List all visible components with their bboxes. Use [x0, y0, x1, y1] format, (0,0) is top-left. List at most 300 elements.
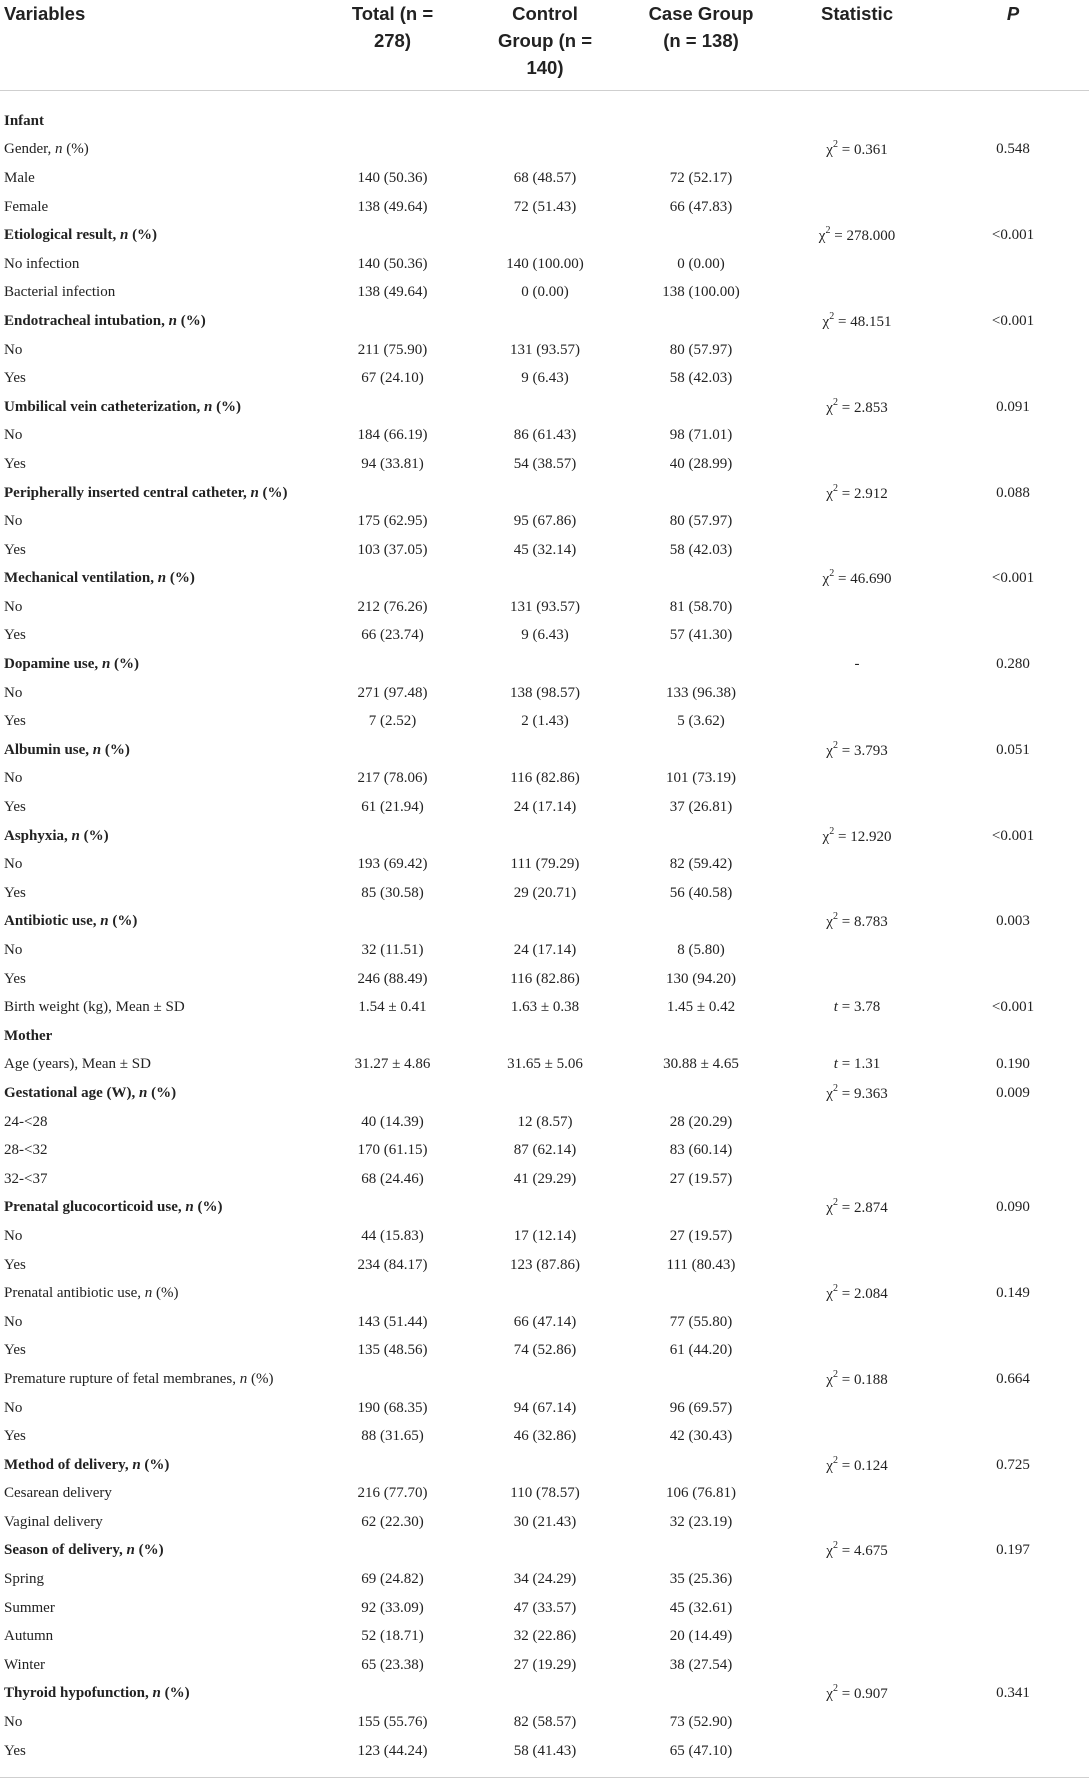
value-total: 88 (31.65) — [361, 1428, 424, 1445]
row-label: Method of delivery, — [4, 1456, 133, 1473]
value-total: 85 (30.58) — [361, 884, 424, 901]
table-row — [0, 707, 1089, 736]
table-row — [0, 679, 1089, 708]
value-case: 133 (96.38) — [666, 684, 736, 701]
row-label-cell — [0, 393, 320, 422]
cell-p — [937, 193, 1089, 222]
row-label: Winter — [4, 1656, 46, 1673]
n-symbol: n — [239, 1370, 248, 1387]
chi-square-symbol: $\chi^2$ = — [826, 1540, 854, 1560]
cell-total — [320, 679, 465, 708]
table-row — [0, 965, 1089, 994]
table-row — [0, 479, 1089, 508]
cell-statistic — [777, 765, 937, 794]
row-label-cell — [0, 1422, 320, 1451]
value-control: 66 (47.14) — [513, 1313, 577, 1330]
cell-control — [465, 164, 625, 193]
row-label-cell — [0, 1622, 320, 1651]
value-control: 138 (98.57) — [510, 684, 580, 701]
cell-control — [465, 1194, 625, 1223]
cell-case — [625, 136, 777, 165]
row-unit: (%) — [152, 1285, 179, 1302]
value-case: 61 (44.20) — [669, 1342, 733, 1359]
value-total: 62 (22.30) — [361, 1513, 424, 1530]
cell-control — [465, 1108, 625, 1137]
equals-sign: = — [837, 1056, 854, 1073]
p-value: <0.001 — [991, 312, 1035, 329]
statistic-value: 12.920 — [850, 828, 892, 845]
cell-control — [465, 765, 625, 794]
row-label-cell — [0, 793, 320, 822]
row-label: No — [4, 942, 23, 959]
row-label: Antibiotic use, — [4, 913, 101, 930]
n-symbol: n — [126, 1542, 135, 1559]
value-case: 57 (41.30) — [669, 627, 733, 644]
value-control: 45 (32.14) — [513, 541, 577, 558]
row-label: Asphyxia, — [4, 827, 72, 844]
row-label-cell — [0, 164, 320, 193]
chi-square-symbol: $\chi^2$ = — [826, 139, 854, 159]
cell-p — [937, 1737, 1089, 1766]
cell-control — [465, 936, 625, 965]
table-row — [0, 822, 1089, 851]
row-label-cell — [0, 1594, 320, 1623]
value-case: 45 (32.61) — [669, 1599, 733, 1616]
statistic-value: 2.084 — [853, 1286, 888, 1303]
n-symbol: n — [71, 827, 80, 844]
statistic-value: 0.907 — [853, 1686, 888, 1703]
row-label: Infant — [4, 112, 45, 129]
cell-case — [625, 679, 777, 708]
cell-total — [320, 850, 465, 879]
cell-total — [320, 1251, 465, 1280]
value-control: 17 (12.14) — [513, 1227, 577, 1244]
cell-p — [937, 936, 1089, 965]
row-label-cell — [0, 364, 320, 393]
n-symbol: n — [92, 741, 102, 758]
n-symbol: n — [138, 1084, 148, 1101]
cell-p — [937, 1708, 1089, 1737]
value-control: 74 (52.86) — [513, 1342, 577, 1359]
value-total: 31.27 ± 4.86 — [354, 1056, 431, 1073]
header-control-line-3: 140) — [526, 57, 564, 78]
value-total: 246 (88.49) — [357, 970, 428, 987]
cell-statistic — [777, 221, 937, 250]
cell-control — [465, 364, 625, 393]
cell-control — [465, 107, 625, 136]
cell-control — [465, 193, 625, 222]
row-label-cell — [0, 965, 320, 994]
cell-total — [320, 993, 465, 1022]
cell-p — [937, 1594, 1089, 1623]
row-label: Season of delivery, — [4, 1542, 127, 1559]
value-total: 184 (66.19) — [357, 427, 428, 444]
cell-control — [465, 1394, 625, 1423]
cell-statistic — [777, 1737, 937, 1766]
cell-total — [320, 793, 465, 822]
value-control: 46 (32.86) — [513, 1428, 577, 1445]
header-control-line-1: Control — [512, 3, 578, 24]
value-total: 143 (51.44) — [357, 1313, 428, 1330]
row-label-cell — [0, 679, 320, 708]
cell-statistic — [777, 650, 937, 679]
value-case: 32 (23.19) — [669, 1513, 733, 1530]
cell-statistic — [777, 1165, 937, 1194]
value-total: 234 (84.17) — [357, 1256, 428, 1273]
n-symbol: n — [203, 398, 213, 415]
value-case: 82 (59.42) — [669, 856, 733, 873]
table-row — [0, 1451, 1089, 1480]
row-label: 28-<32 — [4, 1142, 48, 1159]
table-row — [0, 1251, 1089, 1280]
value-control: 30 (21.43) — [513, 1513, 577, 1530]
cell-case — [625, 1680, 777, 1709]
row-label: Premature rupture of fetal membranes, — [4, 1370, 240, 1387]
cell-statistic — [777, 622, 937, 651]
table-row — [0, 393, 1089, 422]
row-label-cell — [0, 1365, 320, 1394]
cell-control — [465, 1308, 625, 1337]
cell-control — [465, 1251, 625, 1280]
table-row — [0, 1680, 1089, 1709]
row-label: No — [4, 341, 23, 358]
chi-square-symbol: $\chi^2$ = — [822, 310, 851, 330]
cell-control — [465, 1279, 625, 1308]
cell-total — [320, 1108, 465, 1137]
row-label: Birth weight (kg), Mean ± SD — [4, 999, 185, 1016]
value-case: 28 (20.29) — [669, 1113, 733, 1130]
table-row — [0, 279, 1089, 308]
row-label-cell — [0, 593, 320, 622]
row-unit: (%) — [160, 1685, 190, 1702]
cell-control — [465, 1594, 625, 1623]
cell-statistic — [777, 822, 937, 851]
cell-total — [320, 279, 465, 308]
chi-square-symbol: $\chi^2$ = — [822, 825, 851, 845]
cell-control — [465, 393, 625, 422]
table-row — [0, 1708, 1089, 1737]
statistic-value: 0.188 — [853, 1371, 888, 1388]
header-total-line-1: Total (n = — [351, 3, 434, 24]
value-case: 66 (47.83) — [669, 198, 733, 215]
cell-case — [625, 1279, 777, 1308]
cell-control — [465, 793, 625, 822]
value-case: 72 (52.17) — [669, 169, 733, 186]
value-total: 40 (14.39) — [361, 1113, 424, 1130]
row-label-cell — [0, 507, 320, 536]
cell-total — [320, 1480, 465, 1509]
row-label-cell — [0, 422, 320, 451]
value-control: 86 (61.43) — [513, 427, 577, 444]
cell-total — [320, 164, 465, 193]
cell-p — [937, 765, 1089, 794]
cell-case — [625, 1337, 777, 1366]
value-case: 58 (42.03) — [669, 370, 733, 387]
table-row — [0, 1537, 1089, 1566]
n-symbol: n — [119, 227, 129, 244]
cell-total — [320, 193, 465, 222]
cell-p — [937, 793, 1089, 822]
value-total: 216 (77.70) — [357, 1485, 428, 1502]
row-unit: (%) — [193, 1199, 223, 1216]
row-unit: (%) — [140, 1456, 170, 1473]
table-row — [0, 1422, 1089, 1451]
cell-case — [625, 1565, 777, 1594]
spacer-row — [0, 91, 1089, 108]
value-case: 106 (76.81) — [666, 1485, 736, 1502]
cell-case — [625, 479, 777, 508]
cell-control — [465, 1680, 625, 1709]
table-row — [0, 193, 1089, 222]
cell-statistic — [777, 1365, 937, 1394]
cell-case — [625, 364, 777, 393]
row-label-cell — [0, 107, 320, 136]
cell-case — [625, 650, 777, 679]
table-row — [0, 307, 1089, 336]
row-label-cell — [0, 1737, 320, 1766]
row-label-cell — [0, 1565, 320, 1594]
cell-total — [320, 1194, 465, 1223]
table-row — [0, 1165, 1089, 1194]
p-value: 0.190 — [996, 1056, 1030, 1073]
header-case-line-2: (n = 138) — [663, 30, 739, 51]
table-row — [0, 765, 1089, 794]
cell-control — [465, 307, 625, 336]
cell-control — [465, 1422, 625, 1451]
cell-p — [937, 1251, 1089, 1280]
row-label: No — [4, 856, 23, 873]
cell-total — [320, 307, 465, 336]
row-label: Yes — [4, 455, 26, 472]
row-label: No infection — [4, 255, 80, 272]
cell-control — [465, 879, 625, 908]
row-label-cell — [0, 136, 320, 165]
cell-total — [320, 650, 465, 679]
value-total: 66 (23.74) — [361, 627, 424, 644]
chi-square-symbol: $\chi^2$ = — [826, 1683, 854, 1703]
cell-case — [625, 908, 777, 937]
value-control: 2 (1.43) — [521, 713, 569, 730]
cell-total — [320, 1051, 465, 1080]
t-symbol: t — [833, 999, 838, 1016]
statistic-value: 3.78 — [853, 999, 881, 1016]
value-control: 1.63 ± 0.38 — [510, 999, 580, 1016]
cell-statistic — [777, 1194, 937, 1223]
row-label: Yes — [4, 370, 26, 387]
table-row — [0, 250, 1089, 279]
cell-total — [320, 136, 465, 165]
value-control: 116 (82.86) — [510, 970, 580, 987]
p-value: 0.091 — [996, 398, 1030, 415]
cell-control — [465, 1737, 625, 1766]
cell-control — [465, 1365, 625, 1394]
cell-p — [937, 1422, 1089, 1451]
cell-total — [320, 1537, 465, 1566]
cell-statistic — [777, 565, 937, 594]
row-label-cell — [0, 1308, 320, 1337]
row-label: No — [4, 598, 23, 615]
value-case: 80 (57.97) — [669, 513, 733, 530]
row-unit: (%) — [258, 484, 288, 501]
cell-statistic — [777, 107, 937, 136]
cell-p — [937, 479, 1089, 508]
cell-case — [625, 1365, 777, 1394]
row-label-cell — [0, 622, 320, 651]
header-case-line-1: Case Group — [648, 3, 754, 24]
value-control: 82 (58.57) — [513, 1714, 577, 1731]
row-label-cell — [0, 1108, 320, 1137]
cell-p — [937, 1365, 1089, 1394]
cell-total — [320, 536, 465, 565]
cell-control — [465, 965, 625, 994]
row-label-cell — [0, 879, 320, 908]
value-case: 20 (14.49) — [669, 1628, 733, 1645]
table-row — [0, 1337, 1089, 1366]
p-value: <0.001 — [991, 227, 1035, 244]
cell-total — [320, 1594, 465, 1623]
cell-total — [320, 1651, 465, 1680]
table-row — [0, 221, 1089, 250]
cell-statistic — [777, 1622, 937, 1651]
table-row — [0, 993, 1089, 1022]
table-row — [0, 507, 1089, 536]
t-symbol: t — [833, 1056, 838, 1073]
row-label: Yes — [4, 1742, 26, 1759]
cell-case — [625, 1108, 777, 1137]
header-control — [465, 0, 625, 91]
row-label-cell — [0, 1079, 320, 1108]
table-row — [0, 364, 1089, 393]
cell-case — [625, 1508, 777, 1537]
value-control: 12 (8.57) — [517, 1113, 573, 1130]
row-label: 32-<37 — [4, 1170, 48, 1187]
statistic-value: - — [854, 656, 860, 673]
row-label: Age (years), Mean ± SD — [4, 1056, 151, 1073]
cell-p — [937, 1651, 1089, 1680]
cell-p — [937, 1622, 1089, 1651]
cell-control — [465, 1622, 625, 1651]
cell-p — [937, 565, 1089, 594]
value-total: 211 (75.90) — [357, 341, 428, 358]
value-control: 54 (38.57) — [513, 455, 577, 472]
row-label-cell — [0, 1051, 320, 1080]
cell-statistic — [777, 1079, 937, 1108]
cell-case — [625, 822, 777, 851]
value-case: 101 (73.19) — [666, 770, 736, 787]
row-label-cell — [0, 479, 320, 508]
row-label: Yes — [4, 713, 26, 730]
value-control: 94 (67.14) — [513, 1399, 577, 1416]
row-label: Yes — [4, 1256, 26, 1273]
row-label-cell — [0, 1680, 320, 1709]
cell-statistic — [777, 1651, 937, 1680]
cell-statistic — [777, 1480, 937, 1509]
value-control: 9 (6.43) — [521, 370, 569, 387]
row-label-cell — [0, 936, 320, 965]
statistic-value: 3.793 — [853, 742, 888, 759]
cell-statistic — [777, 164, 937, 193]
table-row — [0, 536, 1089, 565]
row-label: Peripherally inserted central catheter, — [4, 484, 251, 501]
cell-p — [937, 736, 1089, 765]
cell-p — [937, 1451, 1089, 1480]
cell-p — [937, 622, 1089, 651]
value-control: 0 (0.00) — [521, 284, 569, 301]
row-unit: (%) — [110, 656, 140, 673]
cell-case — [625, 965, 777, 994]
cell-total — [320, 1079, 465, 1108]
cell-statistic — [777, 936, 937, 965]
row-label: Yes — [4, 970, 26, 987]
table-row — [0, 936, 1089, 965]
value-case: 98 (71.01) — [669, 427, 733, 444]
cell-total — [320, 1136, 465, 1165]
chi-square-symbol: $\chi^2$ = — [826, 1368, 854, 1388]
statistic-value: 278.000 — [846, 228, 896, 245]
cell-p — [937, 1108, 1089, 1137]
row-label: Gestational age (W), — [4, 1084, 139, 1101]
cell-case — [625, 1079, 777, 1108]
row-label: No — [4, 684, 23, 701]
row-label: Yes — [4, 799, 26, 816]
value-case: 58 (42.03) — [669, 541, 733, 558]
cell-p — [937, 422, 1089, 451]
row-label: No — [4, 427, 23, 444]
row-label: Summer — [4, 1599, 55, 1616]
cell-statistic — [777, 679, 937, 708]
cell-p — [937, 879, 1089, 908]
cell-control — [465, 1651, 625, 1680]
cell-case — [625, 422, 777, 451]
table-row — [0, 1480, 1089, 1509]
statistic-value: 48.151 — [850, 313, 892, 330]
cell-p — [937, 993, 1089, 1022]
cell-control — [465, 136, 625, 165]
cell-p — [937, 707, 1089, 736]
value-control: 32 (22.86) — [513, 1628, 577, 1645]
row-label-cell — [0, 1651, 320, 1680]
row-unit: (%) — [247, 1370, 274, 1387]
cell-control — [465, 507, 625, 536]
cell-control — [465, 1079, 625, 1108]
cell-total — [320, 107, 465, 136]
cell-case — [625, 1537, 777, 1566]
cell-total — [320, 450, 465, 479]
p-value: 0.664 — [996, 1370, 1030, 1387]
table-row — [0, 1651, 1089, 1680]
p-value: 0.088 — [996, 484, 1030, 501]
cell-p — [937, 221, 1089, 250]
table-row — [0, 622, 1089, 651]
value-control: 27 (19.29) — [513, 1656, 577, 1673]
cell-case — [625, 1594, 777, 1623]
cell-case — [625, 1308, 777, 1337]
table-row — [0, 336, 1089, 365]
cell-control — [465, 1051, 625, 1080]
cell-case — [625, 221, 777, 250]
statistic-value: 4.675 — [853, 1543, 888, 1560]
cell-total — [320, 1708, 465, 1737]
chi-square-symbol: $\chi^2$ = — [826, 1197, 854, 1217]
cell-case — [625, 1222, 777, 1251]
cell-p — [937, 850, 1089, 879]
cell-p — [937, 1222, 1089, 1251]
value-total: 52 (18.71) — [361, 1628, 424, 1645]
cell-p — [937, 307, 1089, 336]
p-value: 0.341 — [996, 1685, 1030, 1702]
cell-case — [625, 536, 777, 565]
cell-statistic — [777, 1680, 937, 1709]
